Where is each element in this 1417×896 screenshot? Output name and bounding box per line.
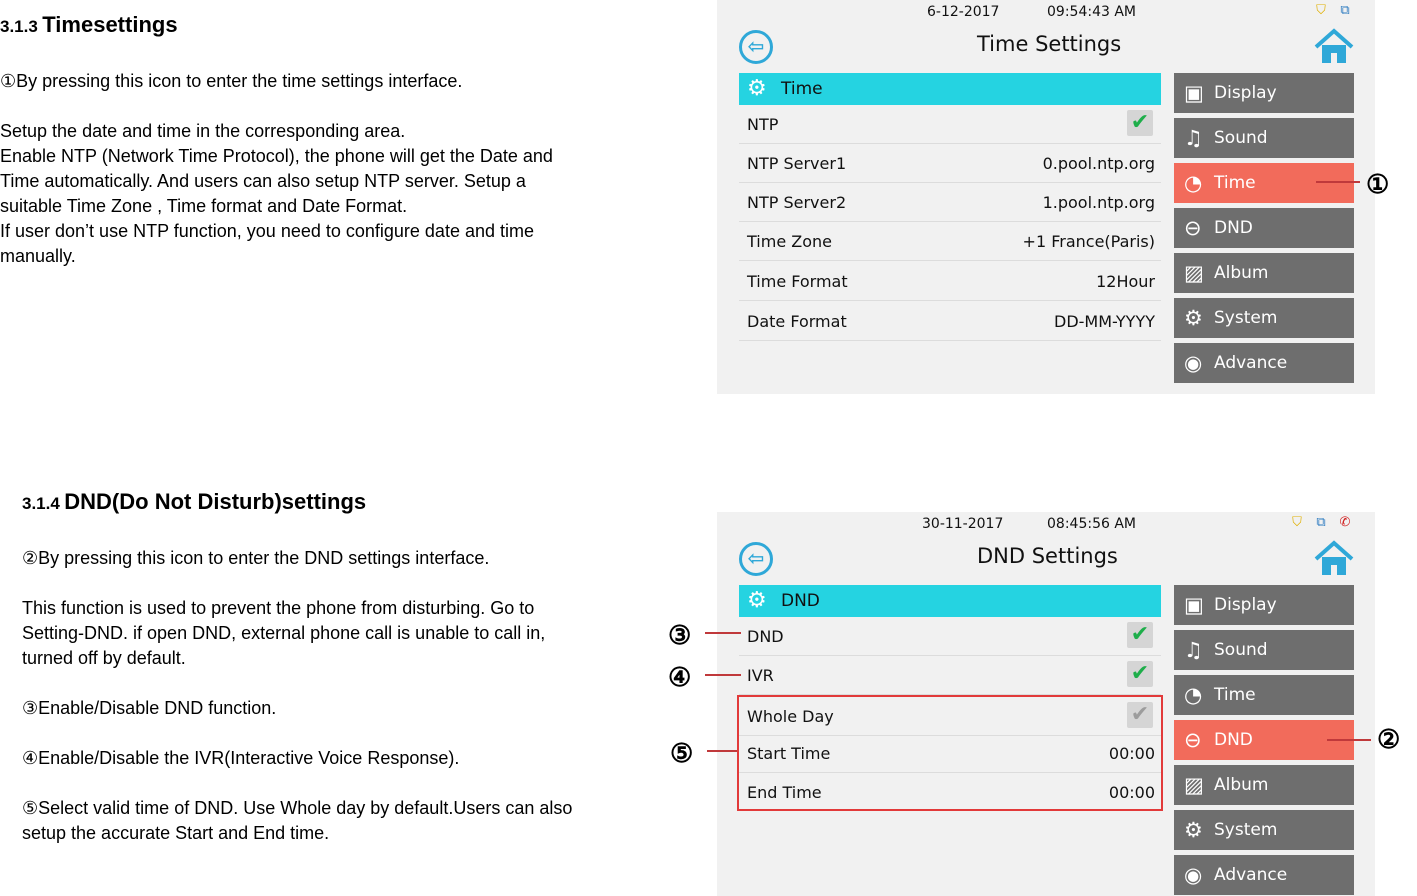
picture-icon: ▨ [1184, 261, 1204, 285]
row-label: Time Format [747, 272, 848, 291]
setting-row-start-time[interactable] [739, 734, 1161, 773]
paragraph: suitable Time Zone , Time format and Date Format. [0, 196, 408, 216]
status-date: 6-12-2017 [927, 4, 1000, 20]
menu-label: Display [1214, 83, 1277, 103]
callout-marker-5: ⑤ [670, 738, 694, 768]
setting-row-dnd[interactable] [739, 617, 1161, 656]
dnd-checkbox[interactable]: ✔ [1127, 622, 1153, 648]
home-icon[interactable] [1313, 539, 1355, 579]
paragraph: This function is used to prevent the phone from disturbing. Go to [22, 598, 535, 618]
network-icon: ⧉ [1316, 515, 1326, 530]
paragraph: ③Enable/Disable DND function. [22, 698, 277, 718]
menu-label: Sound [1214, 128, 1268, 148]
description-block [22, 796, 572, 846]
setting-row-time-format[interactable] [739, 262, 1161, 301]
description-block [0, 119, 553, 269]
row-value: 00:00 [1108, 744, 1155, 763]
callout-line [1327, 739, 1371, 741]
gear-icon: ⚙ [1184, 818, 1203, 842]
callout-marker-2: ② [1377, 724, 1401, 754]
menu-system-button[interactable] [1174, 298, 1354, 338]
menu-label: Time [1214, 173, 1256, 193]
status-bar [717, 0, 1375, 26]
paragraph: If user don’t use NTP function, you need to configure date and time [0, 221, 534, 241]
clock-icon: ◔ [1184, 171, 1203, 195]
section-heading-time [0, 12, 178, 38]
callout-line [705, 674, 741, 676]
section-bar-dnd [739, 585, 1161, 617]
section-bar-label: DND [781, 591, 820, 611]
paragraph: Setting-DND. if open DND, external phone call is unable to call in, [22, 623, 546, 643]
row-value: 0.pool.ntp.org [1042, 154, 1155, 173]
menu-label: Display [1214, 595, 1277, 615]
row-value: 00:00 [1108, 783, 1155, 802]
back-arrow-icon: ⇦ [747, 34, 765, 58]
paragraph: ④Enable/Disable the IVR(Interactive Voice Response). [22, 748, 460, 768]
time-settings-screenshot [717, 0, 1375, 394]
back-button[interactable] [739, 30, 773, 64]
menu-label: Time [1214, 685, 1256, 705]
menu-label: System [1214, 308, 1278, 328]
menu-advance-button[interactable] [1174, 855, 1354, 895]
setting-row-date-format[interactable] [739, 302, 1161, 341]
menu-dnd-button[interactable] [1174, 208, 1354, 248]
section-title: Timesettings [42, 12, 178, 37]
menu-label: Album [1214, 263, 1269, 283]
row-label: Start Time [747, 744, 831, 763]
speaker-icon: ♫ [1184, 638, 1203, 662]
paragraph: turned off by default. [22, 648, 186, 668]
setting-row-whole-day[interactable] [739, 697, 1161, 736]
row-label: Date Format [747, 312, 847, 331]
menu-system-button[interactable] [1174, 810, 1354, 850]
setting-row-time-zone[interactable] [739, 222, 1161, 261]
gear-icon: ⚙ [747, 76, 767, 101]
menu-label: System [1214, 820, 1278, 840]
setting-row-ntp-server1[interactable] [739, 144, 1161, 183]
status-bar [717, 512, 1375, 538]
row-label: NTP Server1 [747, 154, 847, 173]
paragraph: setup the accurate Start and End time. [22, 823, 330, 843]
section-number: 3.1.4 [22, 494, 60, 513]
setting-row-ntp-server2[interactable] [739, 183, 1161, 222]
shield-icon: ⛉ [1292, 515, 1302, 530]
picture-icon: ▨ [1184, 773, 1204, 797]
menu-label: Advance [1214, 865, 1288, 885]
section-heading-dnd [22, 489, 366, 515]
menu-sound-button[interactable] [1174, 630, 1354, 670]
callout-marker-1: ① [1366, 169, 1390, 199]
speaker-icon: ♫ [1184, 126, 1203, 150]
gear-icon: ⚙ [747, 588, 767, 613]
paragraph: ⑤Select valid time of DND. Use Whole day by default.Users can also [22, 798, 573, 818]
row-label: NTP [747, 115, 779, 134]
back-button[interactable] [739, 542, 773, 576]
ntp-checkbox[interactable]: ✔ [1127, 110, 1153, 136]
callout-line [705, 632, 741, 634]
dnd-icon: ⊖ [1184, 216, 1202, 240]
menu-time-button[interactable] [1174, 675, 1354, 715]
advance-icon: ◉ [1184, 351, 1203, 375]
dnd-icon: ⊖ [1184, 728, 1202, 752]
whole-day-checkbox[interactable]: ✔ [1127, 702, 1153, 728]
menu-label: Advance [1214, 353, 1288, 373]
row-label: IVR [747, 666, 774, 685]
home-icon[interactable] [1313, 27, 1355, 67]
setting-row-end-time[interactable] [739, 773, 1161, 811]
row-label: Whole Day [747, 707, 834, 726]
display-icon: ▣ [1184, 81, 1204, 105]
phone-icon: ✆ [1339, 515, 1351, 530]
row-label: NTP Server2 [747, 193, 847, 212]
callout-marker-3: ③ [668, 620, 692, 650]
menu-label: Album [1214, 775, 1269, 795]
callout-line [1316, 181, 1360, 183]
display-icon: ▣ [1184, 593, 1204, 617]
row-value: 1.pool.ntp.org [1042, 193, 1155, 212]
menu-time-button[interactable] [1174, 163, 1354, 203]
menu-label: DND [1214, 218, 1253, 238]
paragraph: manually. [0, 246, 76, 266]
screen-title: Time Settings [977, 32, 1122, 56]
menu-display-button[interactable] [1174, 585, 1354, 625]
status-time: 09:54:43 AM [1047, 4, 1136, 20]
setting-row-ivr[interactable] [739, 656, 1161, 695]
gear-icon: ⚙ [1184, 306, 1203, 330]
row-label: DND [747, 627, 784, 646]
ivr-checkbox[interactable]: ✔ [1127, 661, 1153, 687]
setting-row-ntp[interactable] [739, 105, 1161, 144]
paragraph: Setup the date and time in the corresponding area. [0, 121, 406, 141]
screen-title: DND Settings [977, 544, 1118, 568]
menu-label: DND [1214, 730, 1253, 750]
back-arrow-icon: ⇦ [747, 546, 765, 570]
shield-icon: ⛉ [1316, 3, 1326, 18]
section-bar-time [739, 73, 1161, 105]
row-value: DD-MM-YYYY [1054, 312, 1155, 331]
clock-icon: ◔ [1184, 683, 1203, 707]
description-block [22, 596, 545, 671]
menu-display-button[interactable] [1174, 73, 1354, 113]
advance-icon: ◉ [1184, 863, 1203, 887]
paragraph: Time automatically. And users can also setup NTP server. Setup a [0, 171, 526, 191]
section-number: 3.1.3 [0, 17, 38, 36]
row-label: Time Zone [747, 232, 832, 251]
paragraph: ①By pressing this icon to enter the time settings interface. [0, 71, 463, 91]
callout-marker-4: ④ [668, 662, 692, 692]
callout-line [707, 750, 737, 752]
menu-sound-button[interactable] [1174, 118, 1354, 158]
dnd-settings-screenshot [717, 512, 1375, 896]
paragraph: Enable NTP (Network Time Protocol), the phone will get the Date and [0, 146, 553, 166]
row-value: 12Hour [1096, 272, 1155, 291]
row-value: +1 France(Paris) [1022, 232, 1155, 251]
menu-album-button[interactable] [1174, 765, 1354, 805]
paragraph: ②By pressing this icon to enter the DND settings interface. [22, 548, 490, 568]
menu-label: Sound [1214, 640, 1268, 660]
section-bar-label: Time [781, 79, 823, 99]
row-label: End Time [747, 783, 822, 802]
network-icon: ⧉ [1340, 3, 1350, 18]
menu-advance-button[interactable] [1174, 343, 1354, 383]
status-time: 08:45:56 AM [1047, 516, 1136, 532]
section-title: DND(Do Not Disturb)settings [64, 489, 367, 514]
status-date: 30-11-2017 [922, 516, 1004, 532]
menu-album-button[interactable] [1174, 253, 1354, 293]
